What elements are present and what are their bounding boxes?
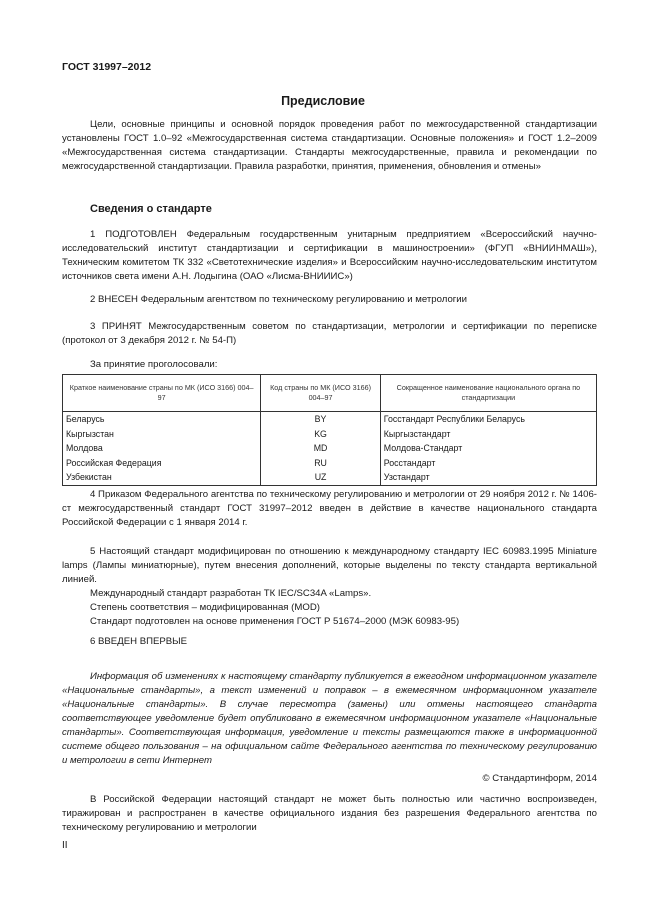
- country-code: BY: [261, 412, 380, 427]
- table-row: [63, 427, 597, 442]
- country-code: UZ: [261, 470, 380, 485]
- national-body: Молдова-Стандарт: [380, 441, 596, 456]
- country-name: Узбекистан: [63, 470, 261, 485]
- national-body: Госстандарт Республики Беларусь: [380, 412, 596, 427]
- info-item-1: 1 ПОДГОТОВЛЕН Федеральным государственным унитарным предприятием «Всероссийский научно-исследовательский институт стандартизации и сертификации в машиностроении» (ФГУП «ВНИИНМАШ»), Техническим комитетом ТК 332 «Светотехнические изделия» и Всероссийским научно-исследовательским институтом источников света имени А.Н. Лодыгина (ОАО «Лисма-ВНИИИС»): [62, 229, 597, 282]
- country-code: RU: [261, 456, 380, 471]
- table-row: [63, 470, 597, 485]
- table-row: [63, 412, 597, 427]
- country-name: Молдова: [63, 441, 261, 456]
- table-row: [63, 441, 597, 456]
- rights-notice: В Российской Федерации настоящий стандарт не может быть полностью или частично воспроизведен, тиражирован и распространен в качестве официального издания без разрешения Федерального агентства по техническому регулированию и метрологии: [62, 794, 597, 833]
- voted-label: За принятие проголосовали:: [90, 359, 218, 370]
- standard-code: ГОСТ 31997–2012: [62, 61, 152, 73]
- national-body: Узстандарт: [380, 470, 596, 485]
- table-header-code: Код страны по МК (ИСО 3166) 004–97: [261, 375, 380, 412]
- table-header-country: Краткое наименование страны по МК (ИСО 3166) 004–97: [63, 375, 261, 412]
- page-number: II: [62, 840, 68, 851]
- country-name: Российская Федерация: [63, 456, 261, 471]
- info-item-4: 4 Приказом Федерального агентства по техническому регулированию и метрологии от 29 ноября 2012 г. № 1406-ст межгосударственный стандарт ГОСТ 31997–2012 введен в действие в качестве национального стандарта Российской Федерации с 1 января 2014 г.: [62, 489, 597, 528]
- national-body: Росстандарт: [380, 456, 596, 471]
- standard-info-title: Сведения о стандарте: [90, 203, 212, 215]
- country-name: Кыргызстан: [63, 427, 261, 442]
- copyright: © Стандартинформ, 2014: [482, 773, 597, 784]
- table-header-body: Сокращенное наименование национального органа по стандартизации: [380, 375, 596, 412]
- country-code: MD: [261, 441, 380, 456]
- info-item-2: 2 ВНЕСЕН Федеральным агентством по техническому регулированию и метрологии: [90, 294, 468, 305]
- voting-table: [62, 374, 597, 486]
- info-item-5-degree: Степень соответствия – модифицированная (MOD): [90, 602, 320, 613]
- preface-title: Предисловие: [281, 94, 365, 108]
- info-item-5: 5 Настоящий стандарт модифицирован по отношению к международному стандарту IEC 60983.1995 Miniature lamps (Лампы миниатюрные), путем внесения дополнений, которые выделены по тексту стандарта вертикальной линией.: [62, 546, 597, 585]
- info-item-5-source: Международный стандарт разработан ТК IEC/SC34A «Lamps».: [90, 588, 372, 599]
- change-notice: Информация об изменениях к настоящему стандарту публикуется в ежегодном информационном указателе «Национальные стандарты», а текст изменений и поправок – в ежемесячном информационном указателе «Национальные стандарты». В случае пересмотра (замены) или отмены настоящего стандарта соответствующее уведомление будет опубликовано в ежемесячном информационном указателе «Национальные стандарты». Соответствующая информация, уведомление и тексты размещаются также в информационной системе общего пользования – на официальном сайте Федерального агентства по техническому регулированию и метрологии в сети Интернет: [62, 671, 597, 766]
- table-row: [63, 456, 597, 471]
- info-item-6: 6 ВВЕДЕН ВПЕРВЫЕ: [90, 636, 188, 647]
- national-body: Кыргызстандарт: [380, 427, 596, 442]
- country-code: KG: [261, 427, 380, 442]
- preface-text: Цели, основные принципы и основной порядок проведения работ по межгосударственной стандартизации установлены ГОСТ 1.0–92 «Межгосударственная система стандартизации. Основные положения» и ГОСТ 1.2–2009 «Межгосударственная система стандартизации. Стандарты межгосударственные, правила и рекомендации по межгосударственной стандартизации. Правила разработки, принятия, применения, обновления и отмены»: [62, 119, 597, 172]
- table-header-row: [63, 375, 597, 412]
- info-item-5-basis: Стандарт подготовлен на основе применения ГОСТ Р 51674–2000 (МЭК 60983-95): [90, 616, 460, 627]
- country-name: Беларусь: [63, 412, 261, 427]
- info-item-3: 3 ПРИНЯТ Межгосударственным советом по стандартизации, метрологии и сертификации по переписке (протокол от 3 декабря 2012 г. № 54-П): [62, 321, 597, 346]
